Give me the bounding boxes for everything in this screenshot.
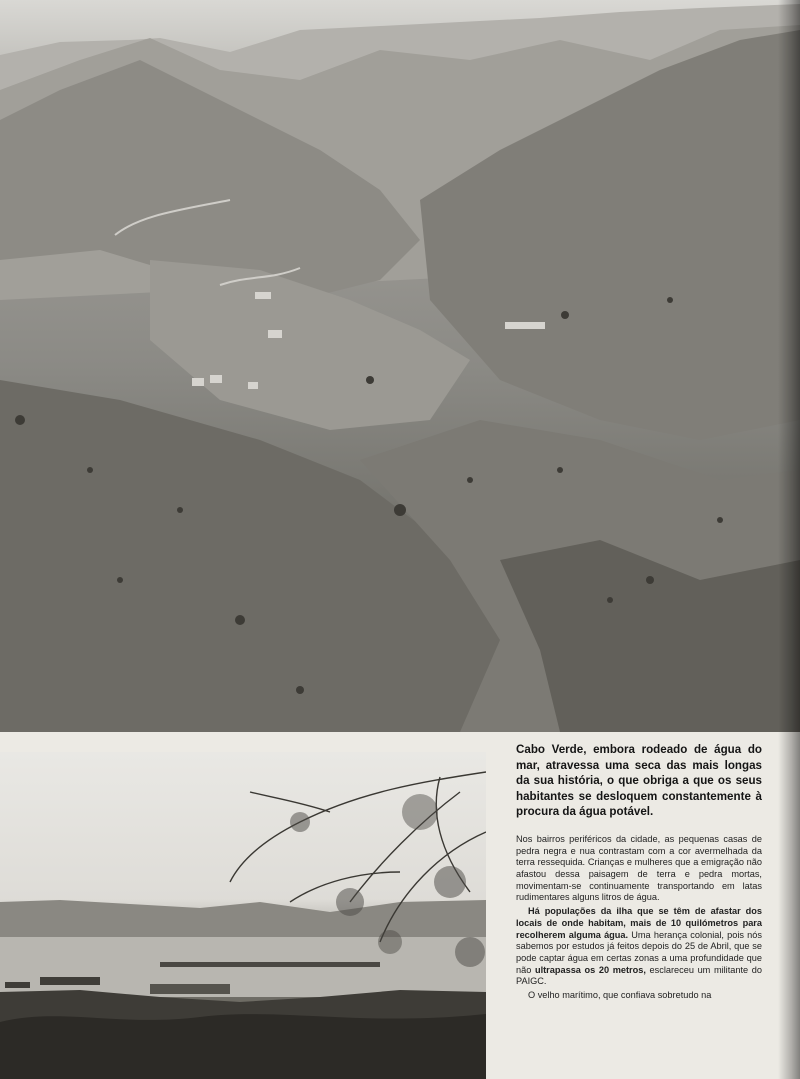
paragraph-2-end: esclareceu um militante do PAIGC. <box>516 964 762 987</box>
article-paragraph-1: Nos bairros periféricos da cidade, as pequenas casas de pedra negra e nua contrastam com a cor avermelhada da terra ressequida. Crianças e mulheres que a emigração não afastou dessa paisagem de terra e pedra mortas, movimentam-se continuamente transportando em latas rudimentares alguns litros de água. <box>516 833 762 903</box>
article-column <box>516 742 762 1072</box>
article-paragraph-3: O velho marítimo, que confiava sobretudo na <box>528 990 712 1001</box>
paragraph-2-bold: Há populações da ilha que se têm de afastar dos locais de onde habitam, mais de 10 quilómetros para recolherem alguma água. <box>516 906 762 940</box>
article-lede: Cabo Verde, embora rodeado de água do mar, atravessa uma seca das mais longas da sua história, o que obriga a que os seus habitantes se desloquem constantemente à procura da água potável. <box>516 743 762 819</box>
paragraph-2-rest: Uma herança colonial, pois nós sabemos por estudos já feitos depois do 25 de Abril, que se pode captar água em certas zonas a uma profundidade que não <box>516 929 762 975</box>
article-paragraph-2 <box>516 906 762 988</box>
harbor-photo <box>0 752 486 1079</box>
harbor-tree-photo-icon <box>0 752 486 1079</box>
paragraph-2-bold-2: ultrapassa os 20 metros, <box>534 964 646 975</box>
page-gutter-shadow <box>778 0 800 1079</box>
